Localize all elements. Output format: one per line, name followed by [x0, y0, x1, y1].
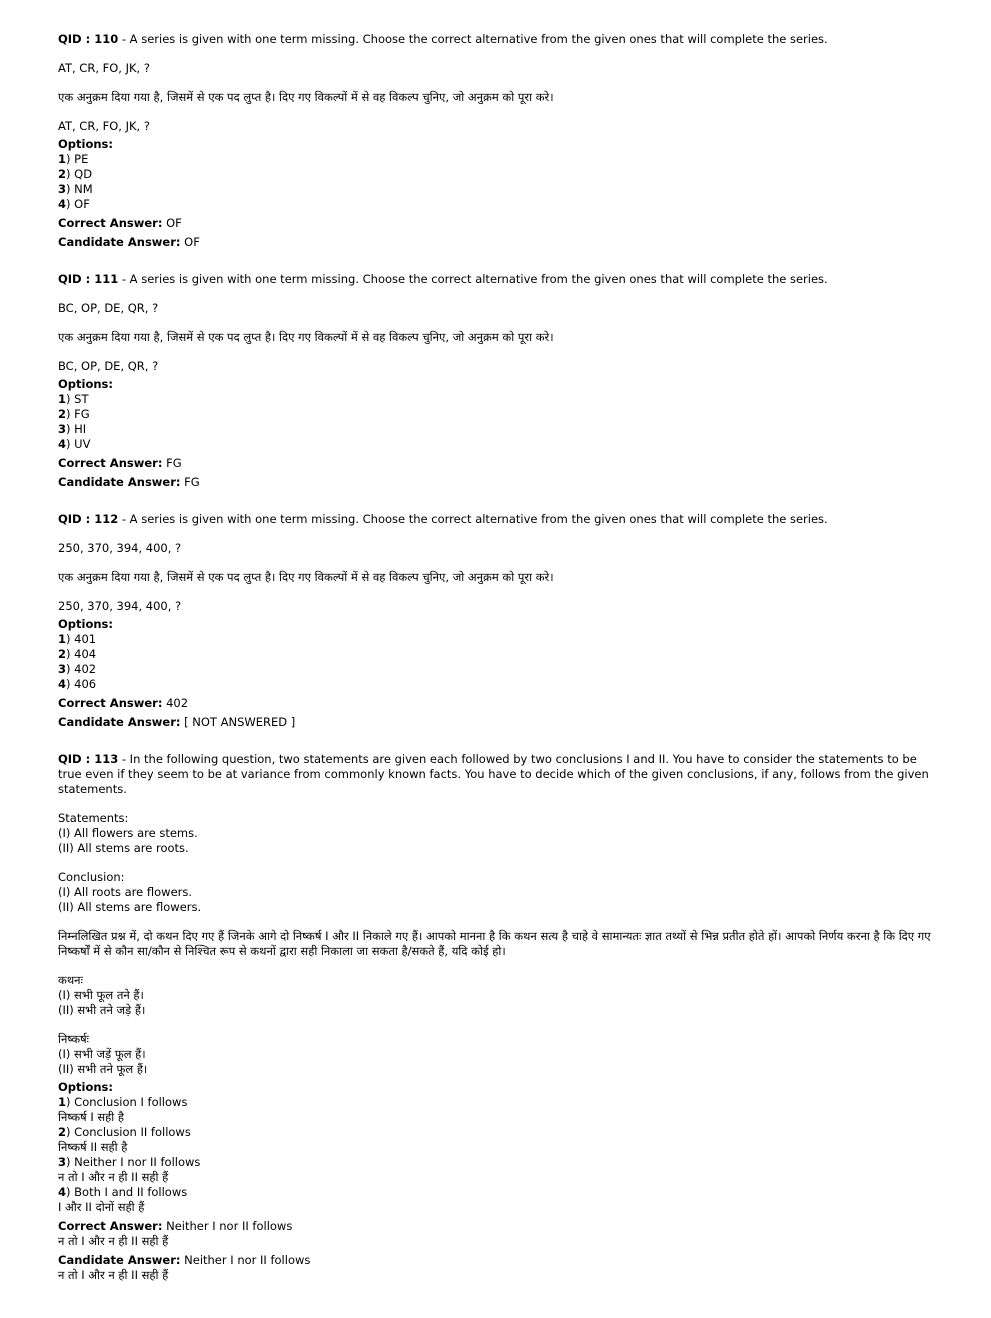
option-3: 3) Neither I nor II follows [58, 1155, 201, 1169]
series-text-repeat: BC, OP, DE, QR, ? [58, 359, 159, 373]
conclusion-1-hi: (I) सभी जड़ें फूल हैं। [58, 1047, 146, 1061]
correct-answer: Correct Answer: 402 [58, 696, 189, 710]
option-3-hi: न तो I और न ही II सही हैं [58, 1170, 169, 1184]
statement-1: (I) All flowers are stems. [58, 826, 198, 840]
qid-label: QID : 110 [58, 32, 119, 46]
option-4: 4) Both I and II follows [58, 1185, 188, 1199]
candidate-answer: Candidate Answer: [ NOT ANSWERED ] [58, 715, 296, 729]
conclusion-label: Conclusion: [58, 870, 125, 884]
option-3: 3) 402 [58, 662, 97, 676]
statement-2-hi: (II) सभी तने जड़े हैं। [58, 1003, 146, 1017]
conclusion-2: (II) All stems are flowers. [58, 900, 202, 914]
question-111 [58, 272, 933, 490]
qid-label: QID : 112 [58, 512, 119, 526]
option-4: 4) UV [58, 437, 91, 451]
statements-hi [58, 973, 933, 1018]
series-text: AT, CR, FO, JK, ? [58, 61, 150, 75]
statement-1-hi: (I) सभी फूल तने हैं। [58, 988, 144, 1002]
conclusion-1: (I) All roots are flowers. [58, 885, 193, 899]
conclusion-2-hi: (II) सभी तने फूल हैं। [58, 1062, 148, 1076]
option-2: 2) FG [58, 407, 90, 421]
option-2-hi: निष्कर्ष II सही है [58, 1140, 128, 1154]
qid-label: QID : 111 [58, 272, 119, 286]
correct-answer: Correct Answer: OF [58, 216, 182, 230]
series-text-repeat: 250, 370, 394, 400, ? [58, 599, 182, 613]
correct-answer: Correct Answer: FG [58, 456, 182, 470]
options-label: Options: [58, 617, 113, 631]
question-header [58, 272, 933, 287]
options-label: Options: [58, 1080, 113, 1094]
question-text-en: - A series is given with one term missing. Choose the correct alternative from the given ones that will complete the series. [118, 512, 828, 526]
question-text-en: - A series is given with one term missing. Choose the correct alternative from the given ones that will complete the series. [118, 272, 828, 286]
correct-answer-hi: न तो I और न ही II सही हैं [58, 1234, 169, 1248]
candidate-answer: Candidate Answer: Neither I nor II follows [58, 1253, 311, 1267]
question-header [58, 752, 933, 797]
option-1: 1) Conclusion I follows [58, 1095, 188, 1109]
question-text-hi: निम्नलिखित प्रश्न में, दो कथन दिए गए हैं जिनके आगे दो निष्कर्ष I और II निकाले गए हैं। आपको मानना है कि कथन सत्य है चाहे वे सामान्यतः ज्ञात तथ्यों से भिन्न प्रतीत होते हों। आपको निर्णय करना है कि दिए गए निष्कर्षों में से कौन सा/कौन से निश्चित रूप से कथनों द्वारा सही निकाला जा सकता है/सकते हैं, यदि कोई हो। [58, 929, 931, 958]
question-113 [58, 752, 933, 1283]
question-text-hi: एक अनुक्रम दिया गया है, जिसमें से एक पद लुप्त है। दिए गए विकल्पों में से वह विकल्प चुनिए, जो अनुक्रम को पूरा करे। [58, 330, 554, 344]
question-text-hi: एक अनुक्रम दिया गया है, जिसमें से एक पद लुप्त है। दिए गए विकल्पों में से वह विकल्प चुनिए, जो अनुक्रम को पूरा करे। [58, 570, 554, 584]
option-3: 3) HI [58, 422, 87, 436]
option-2: 2) Conclusion II follows [58, 1125, 191, 1139]
series-text: BC, OP, DE, QR, ? [58, 301, 159, 315]
option-3: 3) NM [58, 182, 93, 196]
option-2: 2) QD [58, 167, 93, 181]
statements-label: Statements: [58, 811, 129, 825]
question-110 [58, 32, 933, 250]
question-text-hi: एक अनुक्रम दिया गया है, जिसमें से एक पद लुप्त है। दिए गए विकल्पों में से वह विकल्प चुनिए, जो अनुक्रम को पूरा करे। [58, 90, 554, 104]
options-label: Options: [58, 137, 113, 151]
options-label: Options: [58, 377, 113, 391]
series-text-repeat: AT, CR, FO, JK, ? [58, 119, 150, 133]
option-1: 1) ST [58, 392, 89, 406]
candidate-answer-hi: न तो I और न ही II सही हैं [58, 1268, 169, 1282]
option-1: 1) 401 [58, 632, 97, 646]
option-1-hi: निष्कर्ष I सही है [58, 1110, 124, 1124]
option-2: 2) 404 [58, 647, 97, 661]
conclusions-hi [58, 1032, 933, 1077]
question-112 [58, 512, 933, 730]
option-4: 4) OF [58, 197, 90, 211]
statements-label-hi: कथनः [58, 973, 83, 987]
question-text-en: - A series is given with one term missing. Choose the correct alternative from the given ones that will complete the series. [118, 32, 828, 46]
statements-en [58, 811, 933, 856]
qid-label: QID : 113 [58, 752, 119, 766]
conclusions-en [58, 870, 933, 915]
question-header [58, 32, 933, 47]
option-4-hi: I और II दोनों सही हैं [58, 1200, 145, 1214]
option-4: 4) 406 [58, 677, 97, 691]
option-1: 1) PE [58, 152, 89, 166]
series-text: 250, 370, 394, 400, ? [58, 541, 182, 555]
question-header [58, 512, 933, 527]
candidate-answer: Candidate Answer: OF [58, 235, 200, 249]
correct-answer: Correct Answer: Neither I nor II follows [58, 1219, 293, 1233]
candidate-answer: Candidate Answer: FG [58, 475, 200, 489]
conclusion-label-hi: निष्कर्षः [58, 1032, 89, 1046]
statement-2: (II) All stems are roots. [58, 841, 189, 855]
question-text-en: - In the following question, two statements are given each followed by two conclusions I and II. You have to consider the statements to be true even if they seem to be at variance from commonly known facts. You have to decide which of the given conclusions, if any, follows from the given statements. [58, 752, 929, 796]
